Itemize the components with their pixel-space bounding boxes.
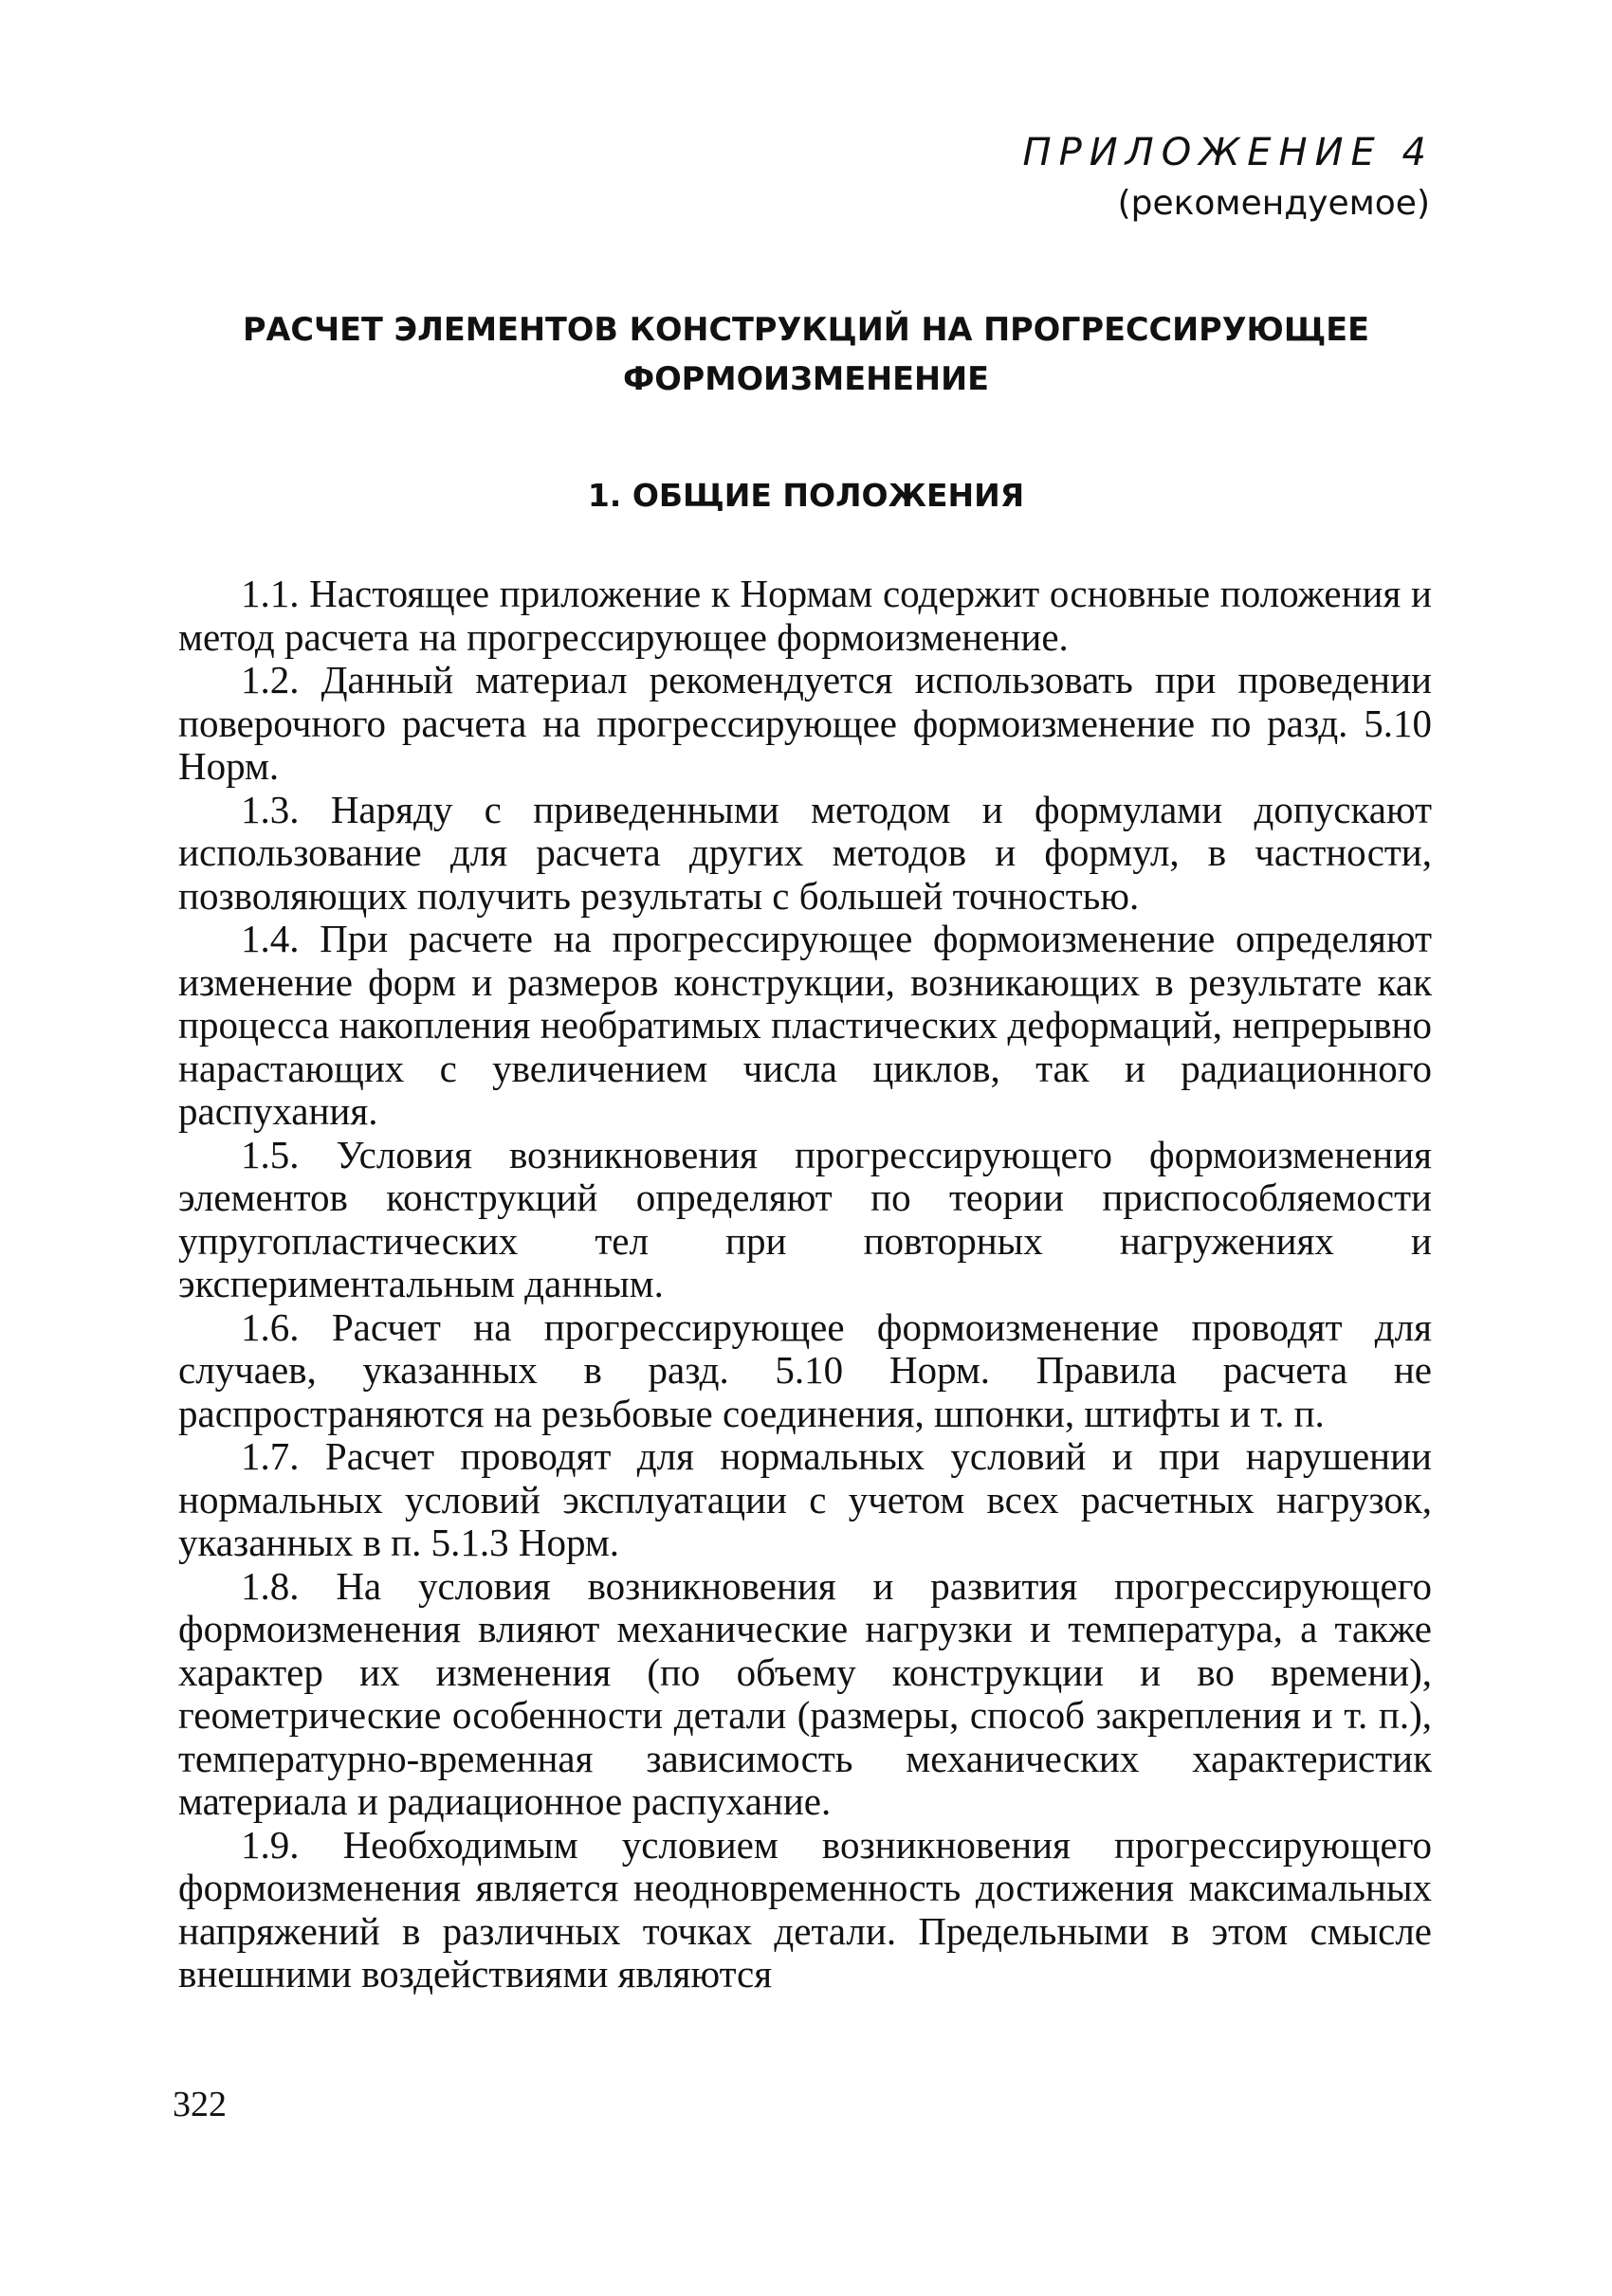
paragraph-1-5: 1.5. Условия возникновения прогрессирующего формоизменения элементов конструкций определяют по теории приспособляемости упругопластических тел при повторных нагружениях и экспериментальным данным. xyxy=(178,1132,1432,1305)
appendix-label: ПРИЛОЖЕНИЕ 4 xyxy=(1022,131,1434,174)
appendix-note: (рекомендуемое) xyxy=(1117,184,1430,223)
section-heading: 1. ОБЩИЕ ПОЛОЖЕНИЯ xyxy=(587,477,1025,514)
paragraph-1-2: 1.2. Данный материал рекомендуется использовать при проведении поверочного расчета на прогрессирующее формоизменение по разд. 5.10 Норм. xyxy=(178,658,1432,788)
paragraph-1-3: 1.3. Наряду с приведенными методом и формулами допускают использование для расчета других методов и формул, в частности, позволяющих получить результаты с большей точностью. xyxy=(178,787,1432,918)
document-title-line-2: ФОРМОИЗМЕНЕНИЕ xyxy=(622,360,989,397)
document-title xyxy=(171,305,1441,404)
document-title-line-1: РАСЧЕТ ЭЛЕМЕНТОВ КОНСТРУКЦИЙ НА ПРОГРЕССИРУЮЩЕЕ xyxy=(242,311,1370,348)
paragraph-1-7: 1.7. Расчет проводят для нормальных условий и при нарушении нормальных условий эксплуатации с учетом всех расчетных нагрузок, указанных в п. 5.1.3 Норм. xyxy=(178,1434,1432,1564)
paragraph-1-9: 1.9. Необходимым условием возникновения прогрессирующего формоизменения является неодновременность достижения максимальных напряжений в различных точках детали. Предельными в этом смысле внешними воздействиями являются xyxy=(178,1822,1432,1995)
paragraph-1-4: 1.4. При расчете на прогрессирующее формоизменение определяют изменение форм и размеров конструкции, возникающих в результате как процесса накопления необратимых пластических деформаций, непрерывно нарастающих с увеличением числа циклов, так и радиационного распухания. xyxy=(178,917,1432,1133)
paragraph-1-8: 1.8. На условия возникновения и развития прогрессирующего формоизменения влияют механические нагрузки и температура, а также характер их изменения (по объему конструкции и во времени), геометрические особенности детали (размеры, способ закрепления и т. п.), температурно-временная зависимость механических характеристик материала и радиационное распухание. xyxy=(178,1563,1432,1823)
paragraph-1-6: 1.6. Расчет на прогрессирующее формоизменение проводят для случаев, указанных в разд. 5.10 Норм. Правила расчета не распространяются на резьбовые соединения, шпонки, штифты и т. п. xyxy=(178,1304,1432,1435)
page-number: 322 xyxy=(173,2085,227,2124)
paragraph-1-1: 1.1. Настоящее приложение к Нормам содержит основные положения и метод расчета на прогрессирующее формоизменение. xyxy=(178,572,1432,659)
section-body xyxy=(178,573,1432,1996)
